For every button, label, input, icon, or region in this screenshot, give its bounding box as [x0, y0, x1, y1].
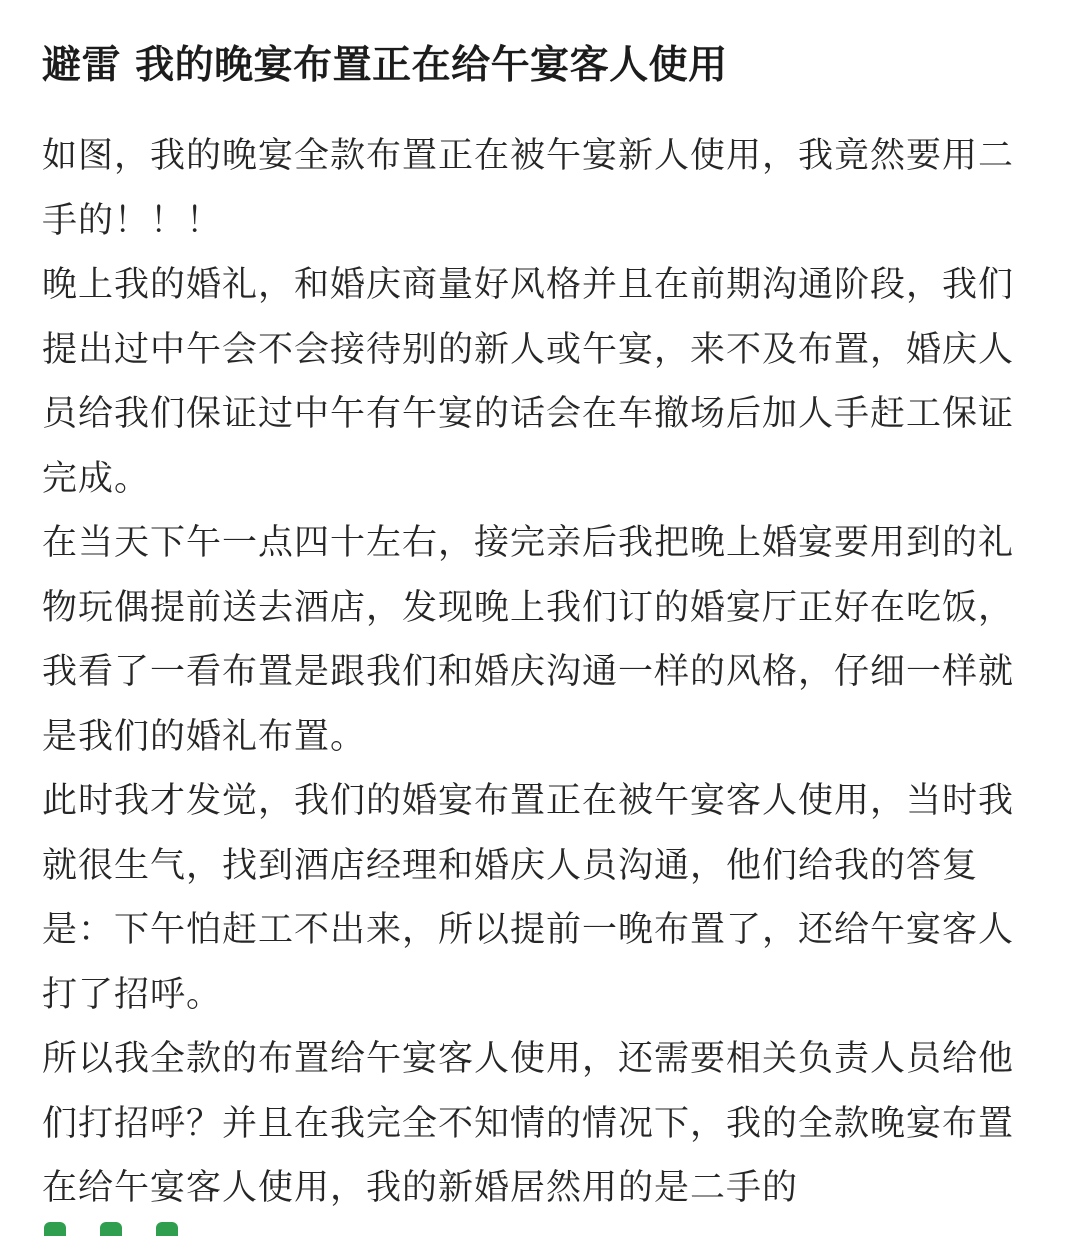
- paragraph-3: 在当天下午一点四十左右，接完亲后我把晚上婚宴要用到的礼物玩偶提前送去酒店，发现晚上我们订的婚宴厅正好在吃饭，我看了一看布置是跟我们和婚庆沟通一样的风格，仔细一样就是我们的婚礼布置。: [42, 523, 1015, 757]
- emoji-icon: [156, 1222, 178, 1236]
- paragraph-2: 晚上我的婚礼，和婚庆商量好风格并且在前期沟通阶段，我们提出过中午会不会接待别的新人或午宴，来不及布置，婚庆人员给我们保证过中午有午宴的话会在车撤场后加人手赶工保证完成。: [42, 265, 1015, 499]
- emoji-icon: [44, 1222, 66, 1236]
- post-title: 避雷 我的晚宴布置正在给午宴客人使用: [42, 43, 728, 88]
- paragraph-1: 如图，我的晚宴全款布置正在被午宴新人使用，我竟然要用二手的！！！: [42, 136, 1015, 241]
- emoji-icon: [100, 1222, 122, 1236]
- paragraph-4: 此时我才发觉，我们的婚宴布置正在被午宴客人使用，当时我就很生气，找到酒店经理和婚庆人员沟通，他们给我的答复是：下午怕赶工不出来，所以提前一晚布置了，还给午宴客人打了招呼。: [42, 781, 1015, 1015]
- post-body: [42, 124, 1040, 1221]
- cutoff-emoji-row: [44, 1222, 178, 1237]
- paragraph-5: 所以我全款的布置给午宴客人使用，还需要相关负责人员给他们打招呼？并且在我完全不知情的情况下，我的全款晚宴布置在给午宴客人使用，我的新婚居然用的是二手的: [42, 1039, 1015, 1208]
